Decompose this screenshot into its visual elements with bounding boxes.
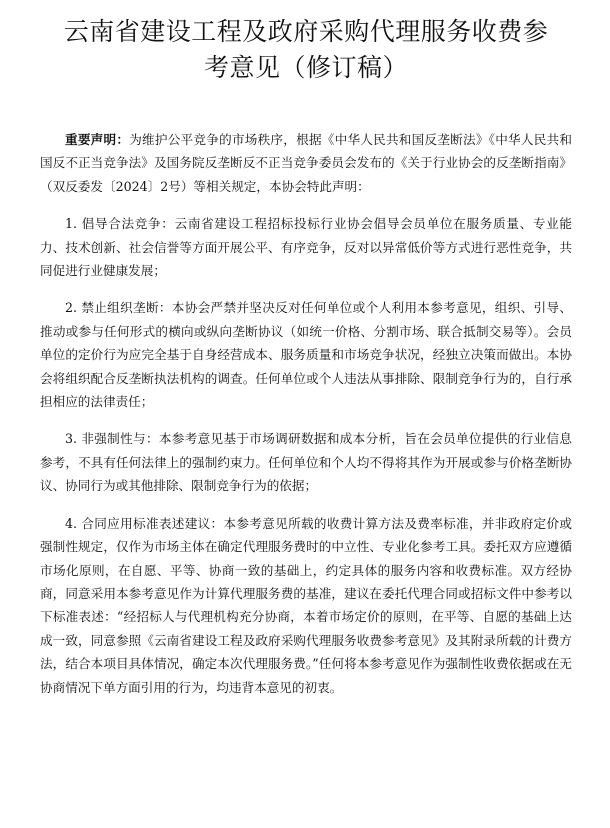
clause-4-contract-wording: 4. 合同应用标准表述建议：本参考意见所载的收费计算方法及费率标准，并非政府定价或强制性规定，仅作为市场主体在确定代理服务费时的中立性、专业化参考工具。委托双方应遵循市场化原则，在自愿、平等、协商一致的基础上，约定具体的服务内容和收费标准。双方经协商，同意采用本参考意见作为计算代理服务费的基准，建议在委托代理合同或招标文件中参考以下标准表述：“经招标人与代理机构充分协商，本着市场定价的原则，在平等、自愿的基础上达成一致，同意参照《云南省建设工程及政府采购代理服务收费参考意见》及其附录所载的计费方法，结合本项目具体情况，确定本次代理服务费。”任何将本参考意见作为强制性收费依据或在无协商情况下单方面引用的行为，均违背本意见的初衷。 <box>40 515 572 695</box>
document-title <box>40 14 572 86</box>
important-statement <box>40 128 572 198</box>
clause-3-non-binding: 3. 非强制性与：本参考意见基于市场调研数据和成本分析，旨在会员单位提供的行业信息参考，不具有任何法律上的强制约束力。任何单位和个人均不得将其作为开展或参与价格垄断协议、协同行为或其他排除、限制竞争行为的依据； <box>40 431 572 494</box>
statement-text: 为维护公平竞争的市场秩序，根据《中华人民共和国反垄断法》《中华人民共和国反不正当竞争法》及国务院反垄断反不正当竞争委员会发布的《关于行业协会的反垄断指南》（双反委发〔2024〕2号）等相关规定，本协会特此声明： <box>40 132 573 194</box>
title-line-1: 云南省建设工程及政府采购代理服务收费参 <box>63 17 549 46</box>
clause-1-fair-competition: 1. 倡导合法竞争：云南省建设工程招标投标行业协会倡导会员单位在服务质量、专业能力、技术创新、社会信誉等方面开展公平、有序竞争，反对以异常低价等方式进行恶性竞争，共同促进行业健康发展； <box>40 216 572 279</box>
clause-2-no-monopoly: 2. 禁止组织垄断：本协会严禁并坚决反对任何单位或个人利用本参考意见，组织、引导、推动或参与任何形式的横向或纵向垄断协议（如统一价格、分割市场、联合抵制交易等）。会员单位的定价行为应完全基于自身经营成本、服务质量和市场竞争状况，经独立决策而做出。本协会将组织配合反垄断执法机构的调查。任何单位或个人违法从事排除、限制竞争行为的，自行承担相应的法律责任； <box>40 300 572 410</box>
title-line-2: 考意见（修订稿） <box>203 53 408 82</box>
statement-label: 重要声明： <box>65 132 130 147</box>
